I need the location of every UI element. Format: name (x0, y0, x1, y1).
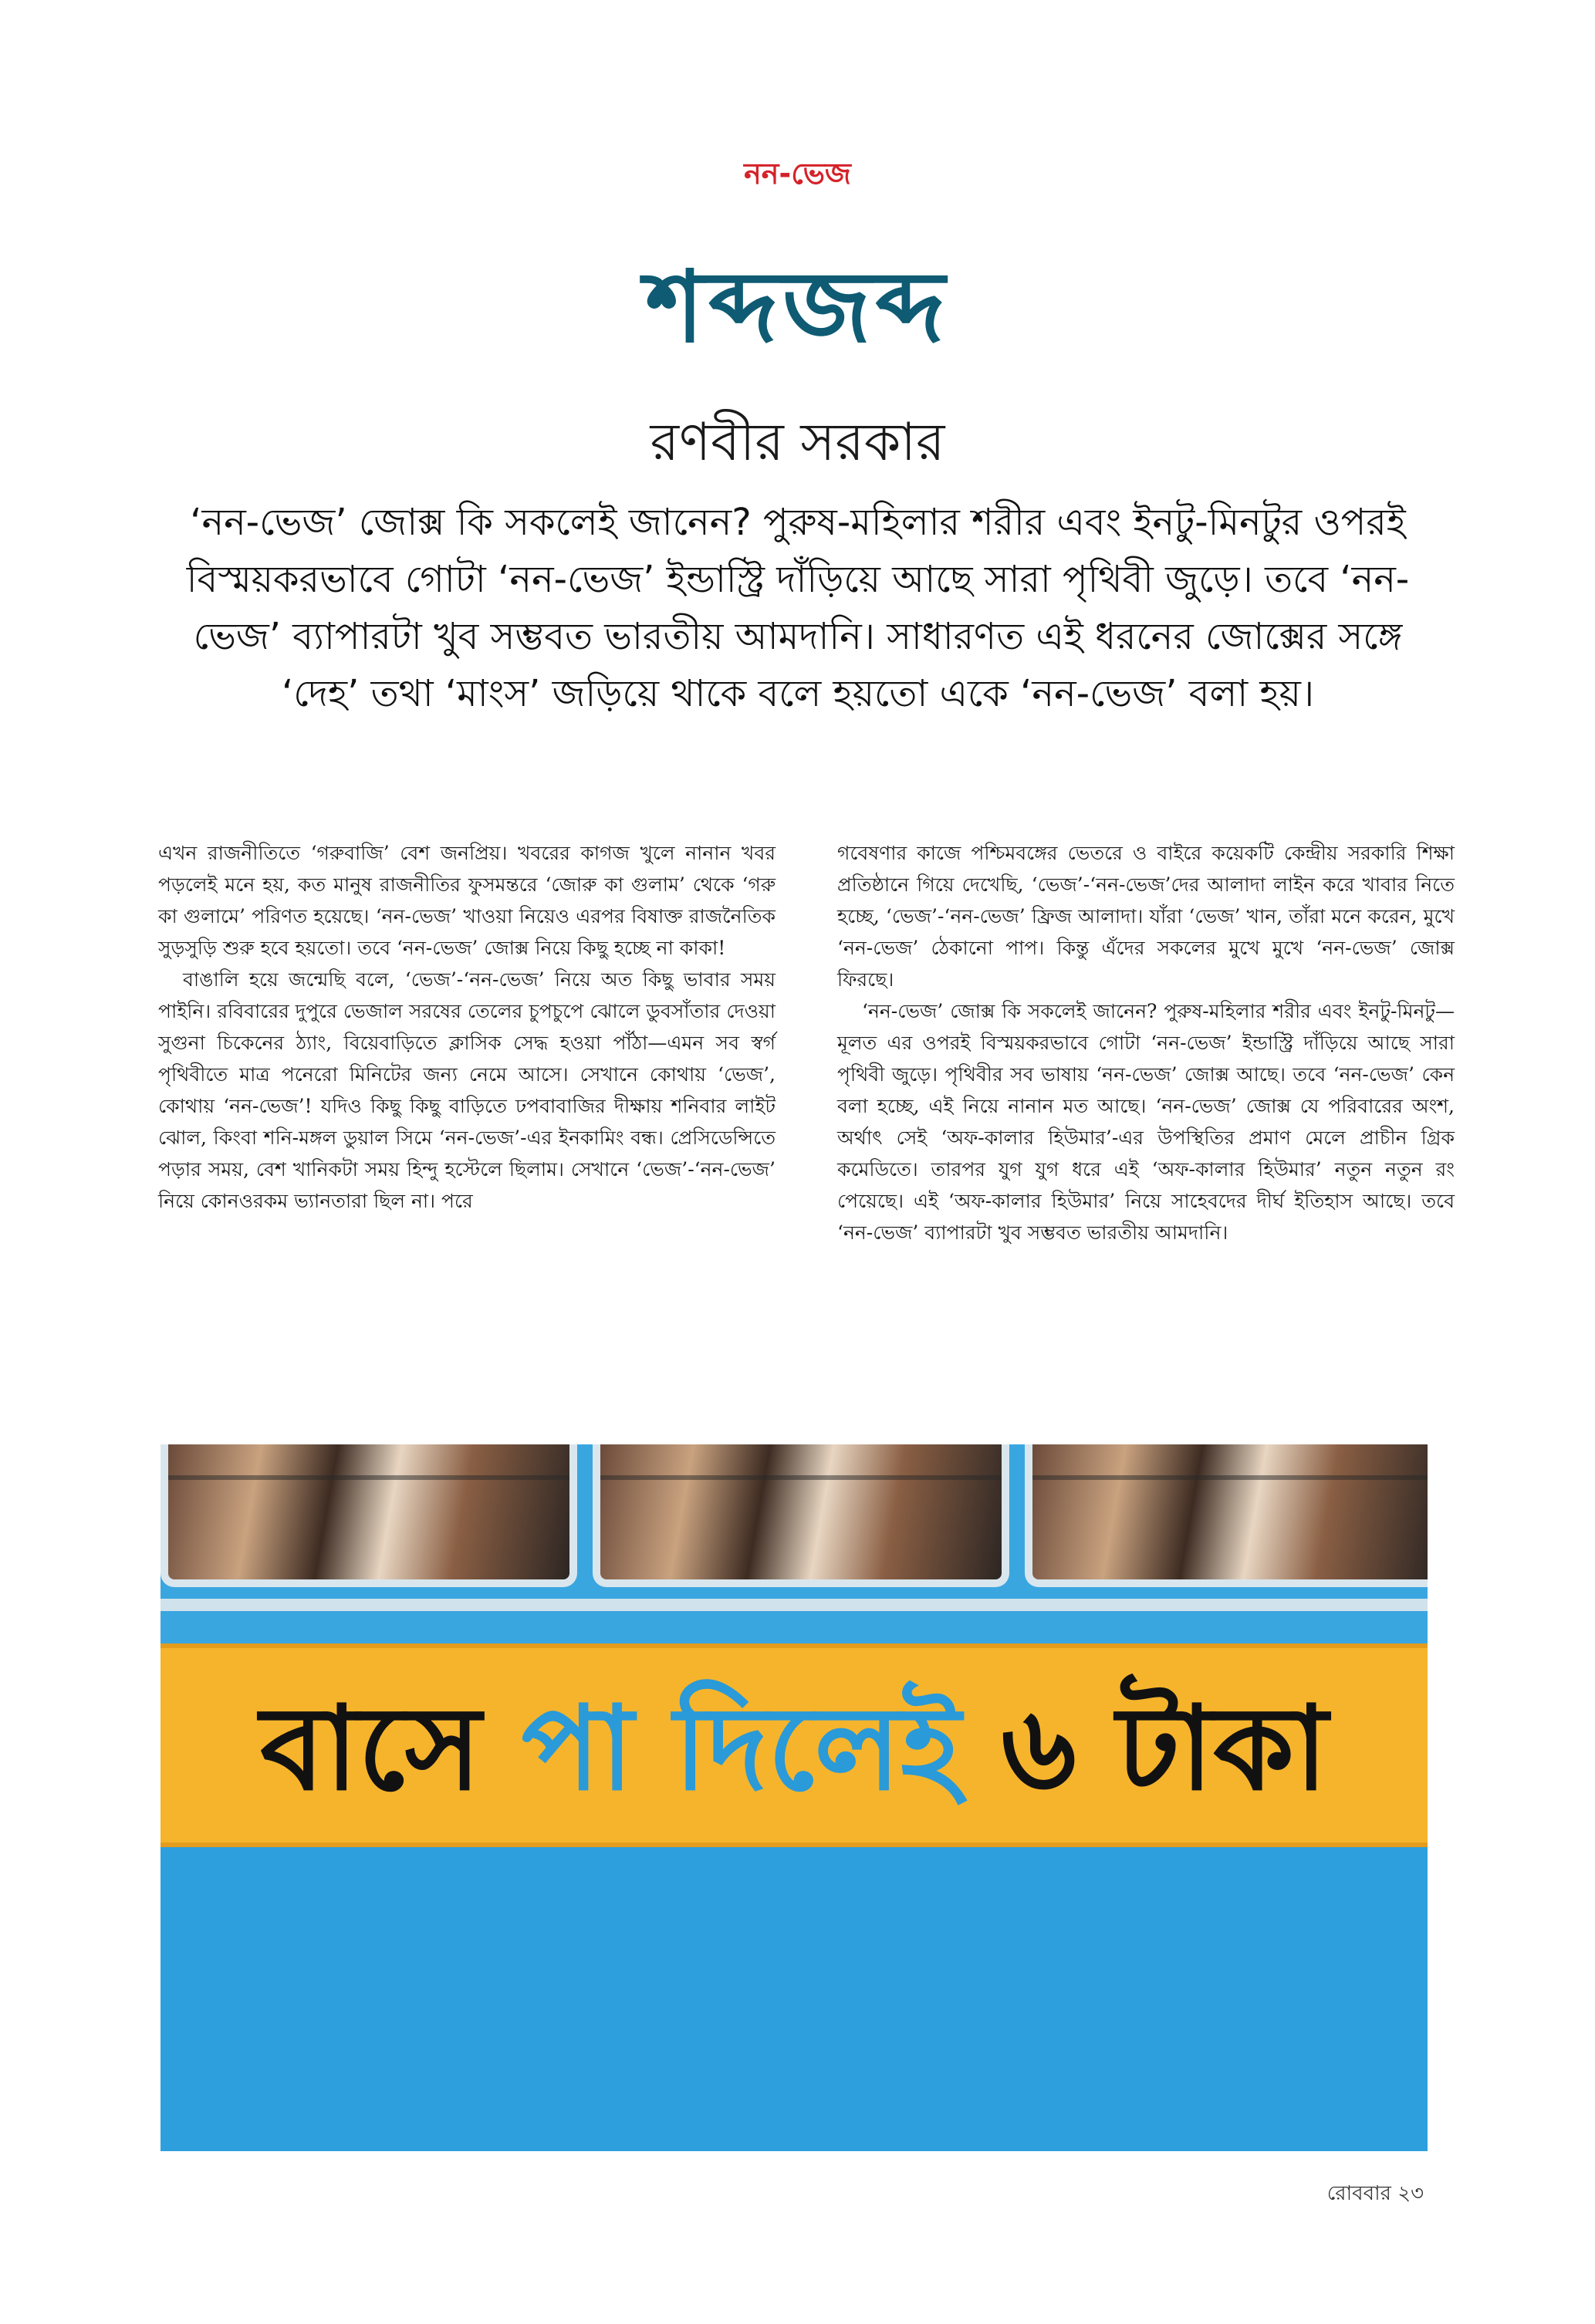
sign-text-step: পা দিলেই (521, 1682, 1002, 1816)
standfirst-text: ‘নন-ভেজ’ জোক্স কি সকলেই জানেন? পুরুষ-মহিলার শরীর এবং ইনটু-মিনটুর ওপরই বিস্ময়করভাবে গোটা ‘নন-ভেজ’ ইন্ডাস্ট্রি দাঁড়িয়ে আছে সারা পৃথিবী জুড়ে। তবে ‘নন-ভেজ’ ব্যাপারটা খুব সম্ভবত ভারতীয় আমদানি। সাধারণত এই ধরনের জোক্সের সঙ্গে ‘দেহ’ তথা ‘মাংস’ জড়িয়ে থাকে বলে হয়তো একে ‘নন-ভেজ’ বলা হয়। (186, 501, 1410, 715)
page-folio: রোববার ২৩ (1326, 2182, 1424, 2205)
bus-lower-body (161, 1847, 1428, 2151)
body-paragraph: ‘নন-ভেজ’ জোক্স কি সকলেই জানেন? পুরুষ-মহিলার শরীর এবং ইনটু-মিনটু—মূলত এর ওপরই বিস্ময়করভাবে গোটা ‘নন-ভেজ’ ইন্ডাস্ট্রি দাঁড়িয়ে আছে সারা পৃথিবী জুড়ে। পৃথিবীর সব ভাষায় ‘নন-ভেজ’ জোক্স আছে। তবে ‘নন-ভেজ’ কেন বলা হচ্ছে, এই নিয়ে নানান মত আছে। ‘নন-ভেজ’ জোক্স যে পরিবারের অংশ, অর্থাৎ সেই ‘অফ-কালার হিউমার’-এর উপস্থিতির প্রমাণ মেলে প্রাচীন গ্রিক কমেডিতে। তারপর যুগ যুগ ধরে এই ‘অফ-কালার হিউমার’ নতুন নতুন রং পেয়েছে। এই ‘অফ-কালার হিউমার’ নিয়ে সাহেবদের দীর্ঘ ইতিহাস আছে। তবে ‘নন-ভেজ’ ব্যাপারটা খুব সম্ভবত ভারতীয় আমদানি। (837, 1000, 1455, 1244)
bus-photo (161, 1444, 1428, 2151)
bus-rail (161, 1599, 1428, 1611)
article-title: শব্দজব্দ (645, 250, 950, 365)
author-byline: রণবীর সরকার (650, 412, 945, 473)
body-paragraph: গবেষণার কাজে পশ্চিমবঙ্গের ভেতরে ও বাইরে কয়েকটি কেন্দ্রীয় সরকারি শিক্ষা প্রতিষ্ঠানে গিয়ে দেখেছি, ‘ভেজ’-‘নন-ভেজ’দের আলাদা লাইন করে খাবার নিতে হচ্ছে, ‘ভেজ’-‘নন-ভেজ’ ফ্রিজ আলাদা। যাঁরা ‘ভেজ’ খান, তাঁরা মনে করেন, মুখে ‘নন-ভেজ’ ঠেকানো পাপ। কিন্তু এঁদের সকলের মুখে মুখে ‘নন-ভেজ’ জোক্স ফিরছে। (837, 842, 1455, 991)
sign-text-fare: ৬ টাকা (1001, 1682, 1328, 1816)
body-column-right (837, 837, 1455, 1248)
bus-window (1025, 1444, 1428, 1587)
sign-text-bus: বাসে (260, 1682, 522, 1816)
bus-window (593, 1444, 1009, 1587)
bus-window (161, 1444, 577, 1587)
body-paragraph: বাঙালি হয়ে জন্মেছি বলে, ‘ভেজ’-‘নন-ভেজ’ নিয়ে অত কিছু ভাবার সময় পাইনি। রবিবারের দুপুরে ভেজাল সরষের তেলের চুপচুপে ঝোলে ডুবসাঁতার দেওয়া সুগুনা চিকেনের ঠ্যাং, বিয়েবাড়িতে ক্লাসিক সেদ্ধ হওয়া পাঁঠা—এমন সব স্বর্গ পৃথিবীতে মাত্র পনেরো মিনিটের জন্য নেমে আসে। সেখানে কোথায় ‘ভেজ’, কোথায় ‘নন-ভেজ’! যদিও কিছু কিছু বাড়িতে ঢপবাবাজির দীক্ষায় শনিবার লাইট ঝোল, কিংবা শনি-মঙ্গল ডুয়াল সিমে ‘নন-ভেজ’-এর ইনকামিং বন্ধ। প্রেসিডেন্সিতে পড়ার সময়, বেশ খানিকটা সময় হিন্দু হস্টেলে ছিলাম। সেখানে ‘ভেজ’-‘নন-ভেজ’ নিয়ে কোনওরকম ভ্যানতারা ছিল না। পরে (158, 968, 776, 1212)
body-paragraph: এখন রাজনীতিতে ‘গরুবাজি’ বেশ জনপ্রিয়। খবরের কাগজ খুলে নানান খবর পড়লেই মনে হয়, কত মানুষ রাজনীতির ফুসমন্তরে ‘জোরু কা গুলাম’ থেকে ‘গরু কা গুলামে’ পরিণত হয়েছে। ‘নন-ভেজ’ খাওয়া নিয়েও এরপর বিষাক্ত রাজনৈতিক সুড়সুড়ি শুরু হবে হয়তো। তবে ‘নন-ভেজ’ জোক্স নিয়ে কিছু হচ্ছে না কাকা! (158, 842, 776, 959)
standfirst (154, 494, 1441, 722)
section-label: নন-ভেজ (744, 157, 851, 191)
bus-fare-sign (161, 1660, 1428, 1853)
body-column-left (158, 837, 776, 1217)
